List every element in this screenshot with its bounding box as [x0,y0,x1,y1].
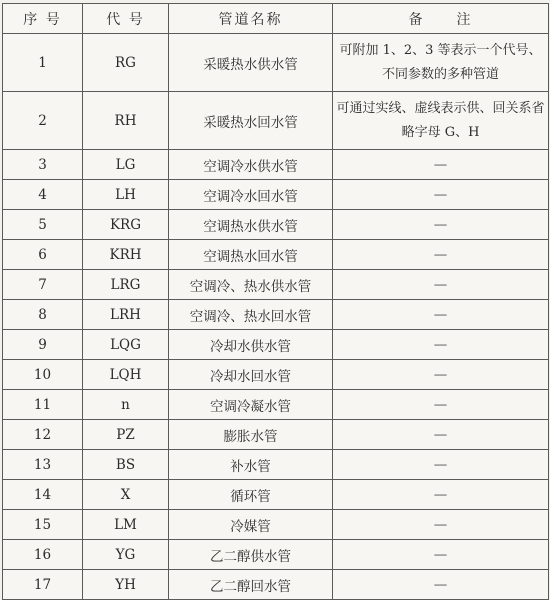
table-row [3,150,549,180]
row-no: 15 [3,510,83,540]
row-name: 采暖热水回水管 [169,92,333,150]
row-no: 10 [3,360,83,390]
row-code: KRH [83,240,169,270]
row-name: 补水管 [169,450,333,480]
row-code: KRG [83,210,169,240]
row-code: LG [83,150,169,180]
row-name: 空调冷水供水管 [169,150,333,180]
row-no: 13 [3,450,83,480]
table-row [3,420,549,450]
row-name: 乙二醇供水管 [169,540,333,570]
row-no: 12 [3,420,83,450]
row-name: 空调冷凝水管 [169,390,333,420]
row-code: YG [83,540,169,570]
row-remark: — [333,180,549,210]
row-no: 3 [3,150,83,180]
row-remark: — [333,240,549,270]
row-code: LQG [83,330,169,360]
pipe-code-table [2,3,549,600]
row-code: X [83,480,169,510]
table-row [3,390,549,420]
table-row [3,480,549,510]
table-row [3,360,549,390]
row-no: 9 [3,330,83,360]
table-row [3,240,549,270]
row-name: 空调冷、热水供水管 [169,270,333,300]
row-name: 空调冷、热水回水管 [169,300,333,330]
row-remark: — [333,360,549,390]
table-row [3,450,549,480]
row-name: 采暖热水供水管 [169,34,333,92]
table-row [3,180,549,210]
row-remark: — [333,450,549,480]
row-remark: 可附加 1、2、3 等表示一个代号、不同参数的多种管道 [333,34,549,92]
row-name: 空调热水回水管 [169,240,333,270]
row-no: 5 [3,210,83,240]
row-no: 2 [3,92,83,150]
table-row [3,300,549,330]
row-no: 17 [3,570,83,600]
header-no: 序 号 [3,4,83,34]
row-code: BS [83,450,169,480]
row-remark: — [333,210,549,240]
row-no: 11 [3,390,83,420]
row-name: 冷媒管 [169,510,333,540]
row-remark: — [333,330,549,360]
header-code: 代 号 [83,4,169,34]
row-no: 4 [3,180,83,210]
row-no: 8 [3,300,83,330]
row-code: PZ [83,420,169,450]
row-code: LRG [83,270,169,300]
row-name: 循环管 [169,480,333,510]
row-remark: — [333,540,549,570]
row-remark: — [333,150,549,180]
row-name: 乙二醇回水管 [169,570,333,600]
row-no: 7 [3,270,83,300]
row-name: 空调热水供水管 [169,210,333,240]
row-name: 膨胀水管 [169,420,333,450]
row-code: LRH [83,300,169,330]
row-name: 冷却水回水管 [169,360,333,390]
row-no: 14 [3,480,83,510]
table-row [3,210,549,240]
row-remark: — [333,300,549,330]
table-row [3,570,549,600]
row-code: LH [83,180,169,210]
header-name: 管道名称 [169,4,333,34]
table-header-row [3,4,549,34]
row-name: 冷却水供水管 [169,330,333,360]
row-code: YH [83,570,169,600]
table-body [3,34,549,600]
row-code: RG [83,34,169,92]
row-code: RH [83,92,169,150]
row-code: LM [83,510,169,540]
table-row [3,510,549,540]
row-remark: — [333,570,549,600]
row-remark: — [333,510,549,540]
table-row [3,34,549,92]
row-remark: — [333,420,549,450]
table-row [3,540,549,570]
row-remark: — [333,480,549,510]
row-no: 16 [3,540,83,570]
row-remark: — [333,390,549,420]
row-remark: — [333,270,549,300]
table-row [3,330,549,360]
header-remark: 备 注 [333,4,549,34]
table-row [3,92,549,150]
row-code: n [83,390,169,420]
row-code: LQH [83,360,169,390]
table-row [3,270,549,300]
row-name: 空调冷水回水管 [169,180,333,210]
row-no: 6 [3,240,83,270]
row-no: 1 [3,34,83,92]
row-remark: 可通过实线、虚线表示供、回关系省略字母 G、H [333,92,549,150]
